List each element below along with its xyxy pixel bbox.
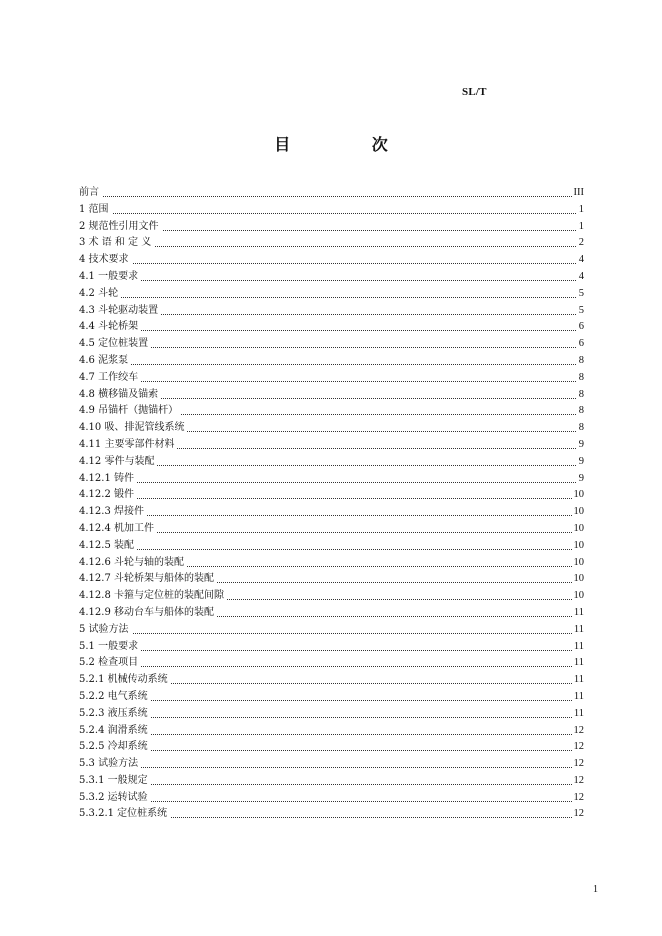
toc-entry-label: 4 技术要求 — [79, 252, 132, 269]
toc-entry-page: 2 — [577, 235, 584, 252]
toc-entry-page: 6 — [577, 336, 584, 353]
toc-entry-page: 8 — [577, 420, 584, 437]
toc-entry[interactable] — [79, 723, 584, 740]
toc-entry-page: 11 — [572, 655, 584, 672]
toc-entry-label: 4.1 一般要求 — [79, 269, 141, 286]
toc-entry-page: 4 — [577, 252, 584, 269]
toc-entry[interactable] — [79, 303, 584, 320]
dot-leader — [79, 706, 584, 718]
toc-entry-page: 1 — [577, 219, 584, 236]
dot-leader — [79, 353, 584, 365]
toc-entry[interactable] — [79, 689, 584, 706]
dot-leader — [79, 655, 584, 667]
toc-entry[interactable] — [79, 353, 584, 370]
toc-entry-page: 11 — [572, 639, 584, 656]
toc-entry[interactable] — [79, 504, 584, 521]
toc-entry[interactable] — [79, 773, 584, 790]
dot-leader — [79, 370, 584, 382]
toc-entry[interactable] — [79, 639, 584, 656]
toc-entry-page: 5 — [577, 286, 584, 303]
toc-entry-label: 4.12.9 移动台车与船体的装配 — [79, 605, 217, 622]
toc-entry-page: 11 — [572, 706, 584, 723]
dot-leader — [79, 739, 584, 751]
standard-code: SL/T — [462, 86, 487, 98]
toc-entry[interactable] — [79, 370, 584, 387]
dot-leader — [79, 235, 584, 247]
toc-entry-label: 4.2 斗轮 — [79, 286, 121, 303]
toc-entry-label: 4.12.7 斗轮桥架与船体的装配 — [79, 571, 217, 588]
toc-entry-label: 4.6 泥浆泵 — [79, 353, 131, 370]
toc-entry[interactable] — [79, 706, 584, 723]
toc-entry-page: 8 — [577, 387, 584, 404]
toc-entry[interactable] — [79, 202, 584, 219]
toc-entry-label: 5.3 试验方法 — [79, 756, 141, 773]
toc-entry-page: 10 — [572, 521, 585, 538]
toc-entry-page: 6 — [577, 319, 584, 336]
toc-entry[interactable] — [79, 521, 584, 538]
toc-entry-label: 4.12.1 铸件 — [79, 471, 137, 488]
toc-entry-label: 3 术 语 和 定 义 — [79, 235, 154, 252]
toc-entry-label: 5.2 检查项目 — [79, 655, 141, 672]
dot-leader — [79, 622, 584, 634]
toc-entry-label: 4.12.3 焊接件 — [79, 504, 147, 521]
toc-entry[interactable] — [79, 571, 584, 588]
toc-entry-page: 10 — [572, 555, 585, 572]
toc-entry-page: 10 — [572, 538, 585, 555]
toc-entry-label: 4.7 工作绞车 — [79, 370, 141, 387]
toc-entry[interactable] — [79, 487, 584, 504]
toc-entry-page: 10 — [572, 487, 585, 504]
page-number: 1 — [593, 884, 598, 895]
dot-leader — [79, 269, 584, 281]
dot-leader — [79, 790, 584, 802]
toc-entry[interactable] — [79, 790, 584, 807]
toc-entry-label: 5.3.2.1 定位桩系统 — [79, 806, 170, 823]
toc-entry-label: 4.12.5 装配 — [79, 538, 137, 555]
toc-entry[interactable] — [79, 756, 584, 773]
toc-entry-page: 12 — [572, 756, 585, 773]
toc-entry-label: 4.8 横移锚及锚索 — [79, 387, 161, 404]
dot-leader — [79, 319, 584, 331]
toc-entry-page: 8 — [577, 353, 584, 370]
dot-leader — [79, 504, 584, 516]
toc-entry[interactable] — [79, 437, 584, 454]
toc-entry[interactable] — [79, 185, 584, 202]
toc-entry-page: 11 — [572, 605, 584, 622]
toc-entry-label: 4.3 斗轮驱动装置 — [79, 303, 161, 320]
dot-leader — [79, 773, 584, 785]
toc-entry-page: 10 — [572, 588, 585, 605]
toc-entry-label: 5.3.1 一般规定 — [79, 773, 151, 790]
toc-entry[interactable] — [79, 403, 584, 420]
toc-title: 目 次 — [274, 135, 426, 154]
toc-entry[interactable] — [79, 235, 584, 252]
toc-entry-page: 11 — [572, 672, 584, 689]
toc-entry-label: 4.10 吸、排泥管线系统 — [79, 420, 187, 437]
toc-entry-page: 10 — [572, 571, 585, 588]
toc-entry-page: 1 — [577, 202, 584, 219]
toc-entry[interactable] — [79, 588, 584, 605]
dot-leader — [79, 286, 584, 298]
toc-entry-page: 12 — [572, 723, 585, 740]
toc-entry[interactable] — [79, 420, 584, 437]
dot-leader — [79, 723, 584, 735]
toc-entry-page: 8 — [577, 403, 584, 420]
toc-entry-label: 前言 — [79, 185, 102, 202]
toc-entry-label: 5.2.4 润滑系统 — [79, 723, 151, 740]
toc-entry-label: 4.12.2 锻件 — [79, 487, 137, 504]
toc-entry-label: 4.12.6 斗轮与轴的装配 — [79, 555, 187, 572]
toc-entry-page: 12 — [572, 773, 585, 790]
toc-entry[interactable] — [79, 219, 584, 236]
toc-entry-page: 11 — [572, 689, 584, 706]
toc-entry[interactable] — [79, 806, 584, 823]
toc-entry[interactable] — [79, 655, 584, 672]
toc-entry[interactable] — [79, 605, 584, 622]
toc-entry-page: 9 — [577, 471, 584, 488]
toc-entry-label: 4.12.8 卡箍与定位桩的装配间隙 — [79, 588, 227, 605]
dot-leader — [79, 202, 584, 214]
toc-entry[interactable] — [79, 555, 584, 572]
dot-leader — [79, 689, 584, 701]
toc-entry-page: 9 — [577, 454, 584, 471]
toc-entry-label: 4.12 零件与装配 — [79, 454, 157, 471]
toc-entry-label: 4.12.4 机加工件 — [79, 521, 157, 538]
toc-entry-label: 1 范围 — [79, 202, 112, 219]
toc-entry[interactable] — [79, 454, 584, 471]
dot-leader — [79, 639, 584, 651]
toc-entry-label: 5.2.3 液压系统 — [79, 706, 151, 723]
dot-leader — [79, 487, 584, 499]
toc-entry-page: 12 — [572, 790, 585, 807]
toc-entry[interactable] — [79, 387, 584, 404]
toc-entry-page: III — [572, 185, 585, 202]
toc-entry-label: 4.5 定位桩装置 — [79, 336, 151, 353]
toc-entry-page: 5 — [577, 303, 584, 320]
dot-leader — [79, 471, 584, 483]
toc-entry-label: 4.9 吊锚杆（抛锚杆） — [79, 403, 181, 420]
toc-entry-label: 5.1 一般要求 — [79, 639, 141, 656]
toc-entry-label: 5 试验方法 — [79, 622, 132, 639]
toc-entry[interactable] — [79, 622, 584, 639]
toc-entry[interactable] — [79, 252, 584, 269]
dot-leader — [79, 336, 584, 348]
toc-entry-page: 8 — [577, 370, 584, 387]
toc-entry[interactable] — [79, 286, 584, 303]
toc-entry-label: 2 规范性引用文件 — [79, 219, 162, 236]
toc-entry[interactable] — [79, 739, 584, 756]
toc-entry[interactable] — [79, 336, 584, 353]
toc-entry-label: 5.3.2 运转试验 — [79, 790, 151, 807]
toc-entry[interactable] — [79, 319, 584, 336]
toc-entry[interactable] — [79, 538, 584, 555]
toc-entry[interactable] — [79, 672, 584, 689]
dot-leader — [79, 538, 584, 550]
dot-leader — [79, 756, 584, 768]
toc-entry-page: 4 — [577, 269, 584, 286]
toc-entry-page: 9 — [577, 437, 584, 454]
dot-leader — [79, 185, 584, 197]
toc-entry-page: 11 — [572, 622, 584, 639]
toc-entry[interactable] — [79, 471, 584, 488]
toc-entry-label: 5.2.5 冷却系统 — [79, 739, 151, 756]
toc-entry-label: 5.2.2 电气系统 — [79, 689, 151, 706]
table-of-contents — [79, 185, 584, 823]
toc-entry-page: 10 — [572, 504, 585, 521]
toc-entry[interactable] — [79, 269, 584, 286]
dot-leader — [79, 252, 584, 264]
toc-entry-label: 5.2.1 机械传动系统 — [79, 672, 171, 689]
toc-entry-page: 12 — [572, 739, 585, 756]
toc-entry-page: 12 — [572, 806, 585, 823]
toc-entry-label: 4.4 斗轮桥架 — [79, 319, 141, 336]
toc-entry-label: 4.11 主要零部件材料 — [79, 437, 177, 454]
